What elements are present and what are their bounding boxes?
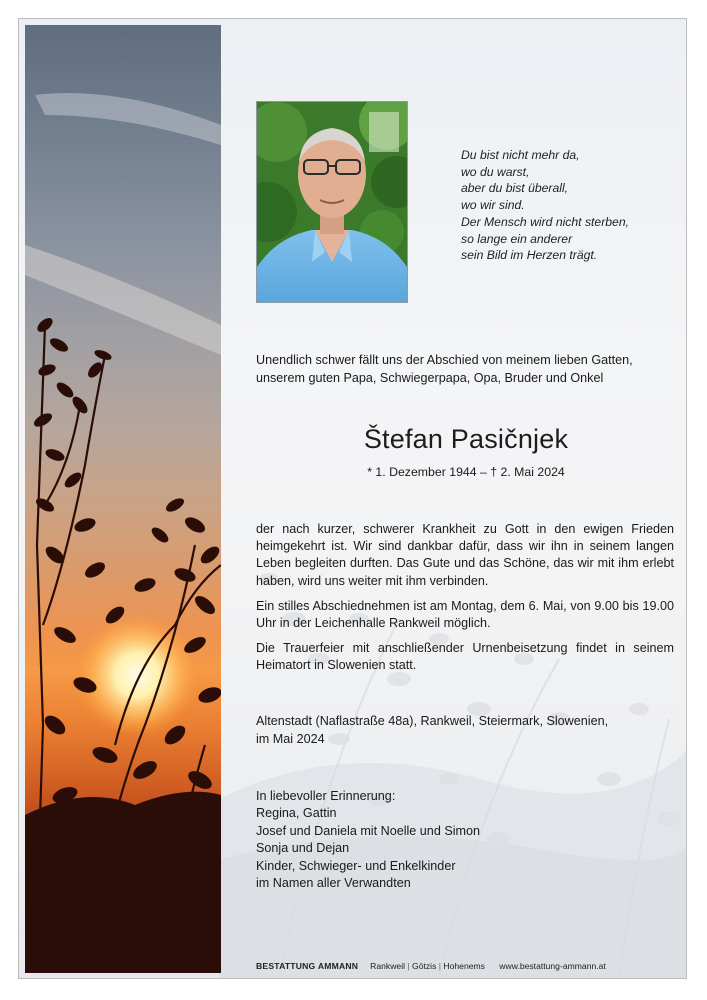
place-and-date xyxy=(256,713,676,748)
announcement-body xyxy=(256,521,674,683)
place-line: Altenstadt (Naflastraße 48a), Rankweil, Steiermark, Slowenien, xyxy=(256,714,609,728)
mourners-list xyxy=(256,788,676,892)
mourner: Regina, Gattin xyxy=(256,806,337,821)
intro-line: Unendlich schwer fällt uns der Abschied von meinem lieben Gatten, xyxy=(256,353,633,367)
poem-line: Der Mensch wird nicht sterben, xyxy=(461,214,629,229)
body-paragraph: Die Trauerfeier mit anschließender Urnenbeisetzung findet in seinem Heimatort in Slowenien statt. xyxy=(256,641,674,673)
deceased-name: Štefan Pasičnjek xyxy=(363,424,569,454)
poem xyxy=(461,147,629,264)
poem-line: so lange ein anderer xyxy=(461,231,573,246)
mourner: im Namen aller Verwandten xyxy=(256,876,411,891)
website-link[interactable]: www.bestattung-ammann.at xyxy=(499,961,606,971)
mourner: Kinder, Schwieger- und Enkelkinder xyxy=(256,858,456,873)
obituary-card xyxy=(18,18,687,979)
location: Hohenems xyxy=(443,961,485,971)
portrait-photo xyxy=(256,101,408,303)
mourners-heading: In liebevoller Erinnerung: xyxy=(256,789,396,803)
separator: | xyxy=(438,961,442,971)
life-dates: * 1. Dezember 1944 – † 2. Mai 2024 xyxy=(367,465,565,479)
intro-line: unserem guten Papa, Schwiegerpapa, Opa, Bruder und Onkel xyxy=(256,370,604,385)
poem-line: Du bist nicht mehr da, xyxy=(461,148,580,162)
poem-line: aber du bist überall, xyxy=(461,181,569,196)
body-paragraph: Ein stilles Abschiednehmen ist am Montag, dem 6. Mai, von 9.00 bis 19.00 Uhr in der Leichenhalle Rankweil möglich. xyxy=(256,598,674,631)
separator: | xyxy=(407,961,410,971)
sunset-photo-strip xyxy=(25,25,221,973)
mourner: Sonja und Dejan xyxy=(256,841,350,856)
funeral-home-footer xyxy=(256,961,676,971)
poem-line: sein Bild im Herzen trägt. xyxy=(461,248,598,263)
body-paragraph: der nach kurzer, schwerer Krankheit zu Gott in den ewigen Frieden heimgekehrt ist. Wir sind dankbar dafür, dass wir ihn in seinem langen Leben begleiten durften. Das Gute und das Schöne, das wir mit ihm erlebt haben, wird uns weiter mit ihm verbinden. xyxy=(256,522,674,588)
location: Götzis xyxy=(412,961,437,971)
poem-line: wo wir sind. xyxy=(461,198,525,213)
brand-prefix: BESTATTUNG xyxy=(256,961,316,971)
location: Rankweil xyxy=(370,961,406,971)
place-line: im Mai 2024 xyxy=(256,731,325,746)
poem-line: wo du warst, xyxy=(461,164,530,179)
brand-name: AMMANN xyxy=(317,961,359,971)
sunset-foliage-graphic xyxy=(25,25,221,973)
intro-text xyxy=(256,352,676,387)
mourner: Josef und Daniela mit Noelle und Simon xyxy=(256,823,481,838)
portrait-graphic xyxy=(257,102,407,302)
